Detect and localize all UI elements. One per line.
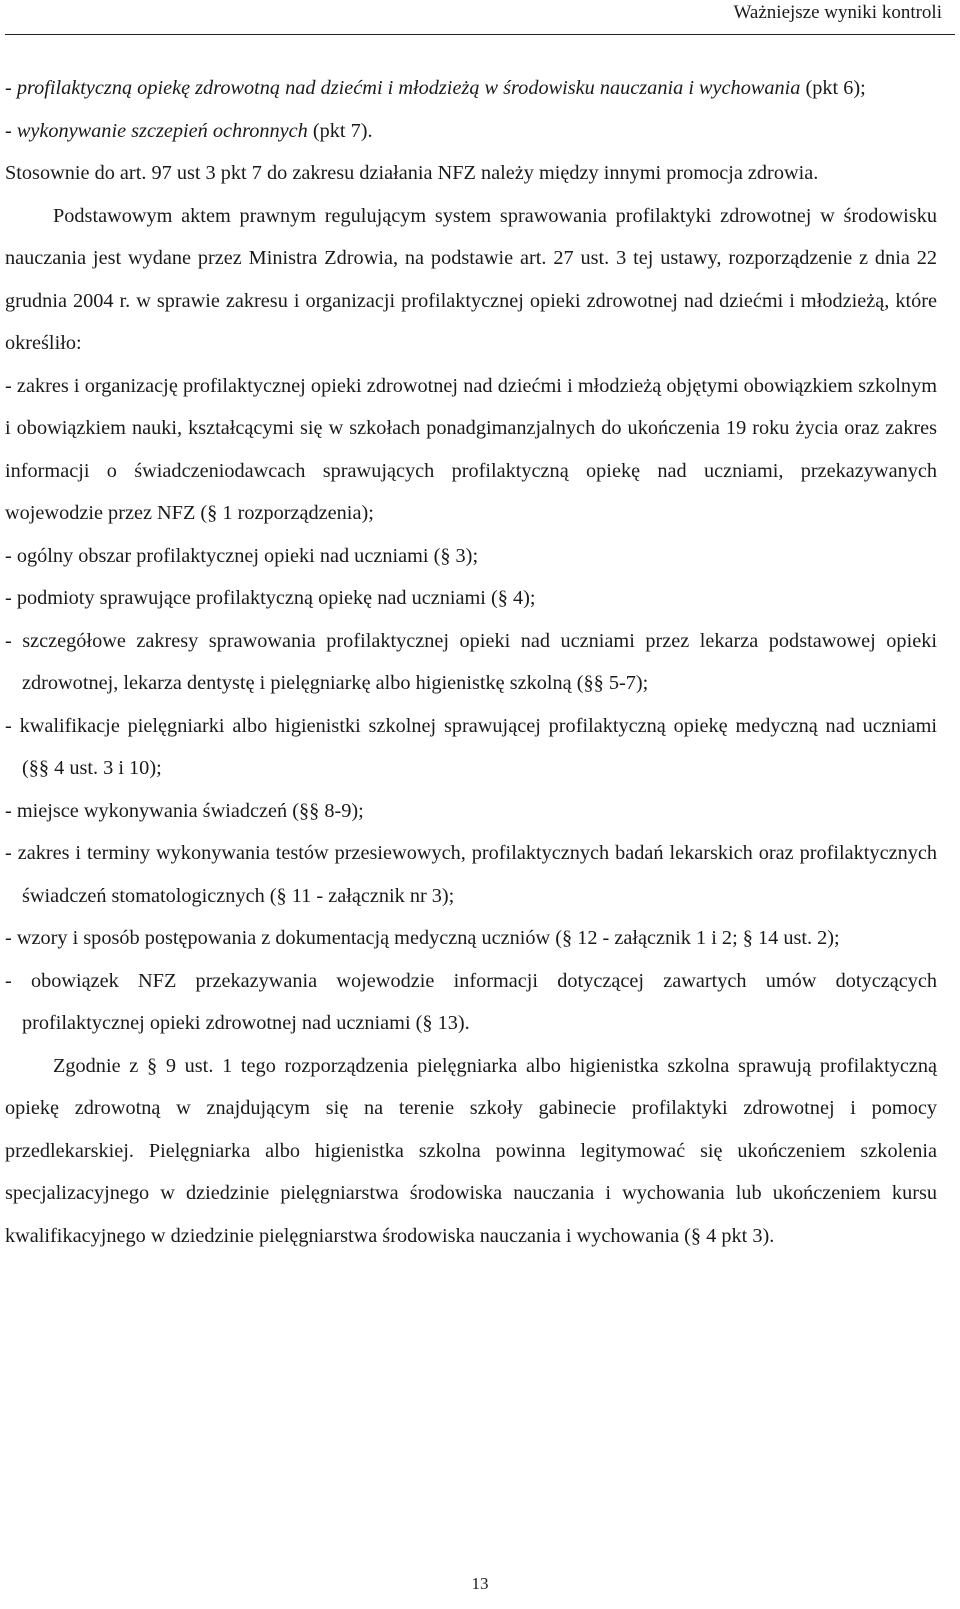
list-item-profilactic-care [5,67,937,110]
list-item-ref: (pkt 6); [800,77,866,99]
list-item-place: - miejsce wykonywania świadczeń (§§ 8-9); [5,799,364,822]
document-body [5,67,937,1257]
list-item-vaccinations [5,110,937,153]
paragraph-nfz-promotion: Stosownie do art. 97 ust 3 pkt 7 do zakresu działania NFZ należy między innymi promocja zdrowia. [5,162,819,184]
page-number: 13 [471,1574,489,1593]
list-item-entities: - podmioty sprawujące profilaktyczną opiekę nad uczniami (§ 4); [5,587,536,609]
list-item-ref: (pkt 7). [307,119,373,142]
list-item-screening: - zakres i terminy wykonywania testów przesiewowych, profilaktycznych badań lekarskich oraz profilaktycznych świadczeń stomatologicznych (§ 11 - załącznik nr 3); [5,842,937,907]
list-item-qualifications: - kwalifikacje pielęgniarki albo higienistki szkolnej sprawującej profilaktyczną opiekę medyczną nad uczniami (§§ 4 ust. 3 i 10); [5,714,937,779]
paragraph-legal-act: Podstawowym aktem prawnym regulującym system sprawowania profilaktyki zdrowotnej w środowisku nauczania jest wydane przez Ministra Zdrowia, na podstawie art. 27 ust. 3 tej ustawy, rozporządzenie z dnia 22 grudnia 2004 r. w sprawie zakresu i organizacji profilaktycznej opieki zdrowotnej nad dziećmi i młodzieżą, które określiło: [5,204,937,354]
list-item-detailed-scopes: - szczegółowe zakresy sprawowania profilaktycznej opieki nad uczniami przez lekarza podstawowej opieki zdrowotnej, lekarza dentystę i pielęgniarkę albo higienistkę szkolną (§§ 5-7); [5,629,937,694]
list-item-text: - wykonywanie szczepień ochronnych [5,119,308,142]
list-item-nfz-obligation: - obowiązek NFZ przekazywania wojewodzie informacji dotyczącej zawartych umów dotyczących profilaktycznej opieki zdrowotnej nad uczniami (§ 13). [5,969,937,1034]
list-item-general-area: - ogólny obszar profilaktycznej opieki nad uczniami (§ 3); [5,544,479,567]
running-header-title: Ważniejsze wyniki kontroli [733,2,942,23]
list-item-scope: - zakres i organizację profilaktycznej opieki zdrowotnej nad dziećmi i młodzieżą objętymi obowiązkiem szkolnym i obowiązkiem nauki, kształcącymi się w szkołach ponadgimanzjalnych do ukończenia 19 roku życia oraz zakres informacji o świadczeniodawcach sprawujących profilaktyczną opiekę nad uczniami, przekazywanych wojewodzie przez NFZ (§ 1 rozporządzenia); [5,374,937,524]
list-item-documentation: - wzory i sposób postępowania z dokumentacją medyczną uczniów (§ 12 - załącznik 1 i 2; § 14 ust. 2); [5,927,840,949]
header-divider [5,34,955,35]
page-header [0,0,960,34]
list-item-text: - profilaktyczną opiekę zdrowotną nad dziećmi i młodzieżą w środowisku nauczania i wychowania [5,77,801,99]
paragraph-nurse-requirements: Zgodnie z § 9 ust. 1 tego rozporządzenia pielęgniarka albo higienistka szkolna sprawują profilaktyczną opiekę zdrowotną w znajdującym się na terenie szkoły gabinecie profilaktyki zdrowotnej i pomocy przedlekarskiej. Pielęgniarka albo higienistka szkolna powinna legitymować się ukończeniem szkolenia specjalizacyjnego w dziedzinie pielęgniarstwa środowiska nauczania i wychowania lub ukończeniem kursu kwalifikacyjnego w dziedzinie pielęgniarstwa środowiska nauczania i wychowania (§ 4 pkt 3). [5,1054,937,1247]
